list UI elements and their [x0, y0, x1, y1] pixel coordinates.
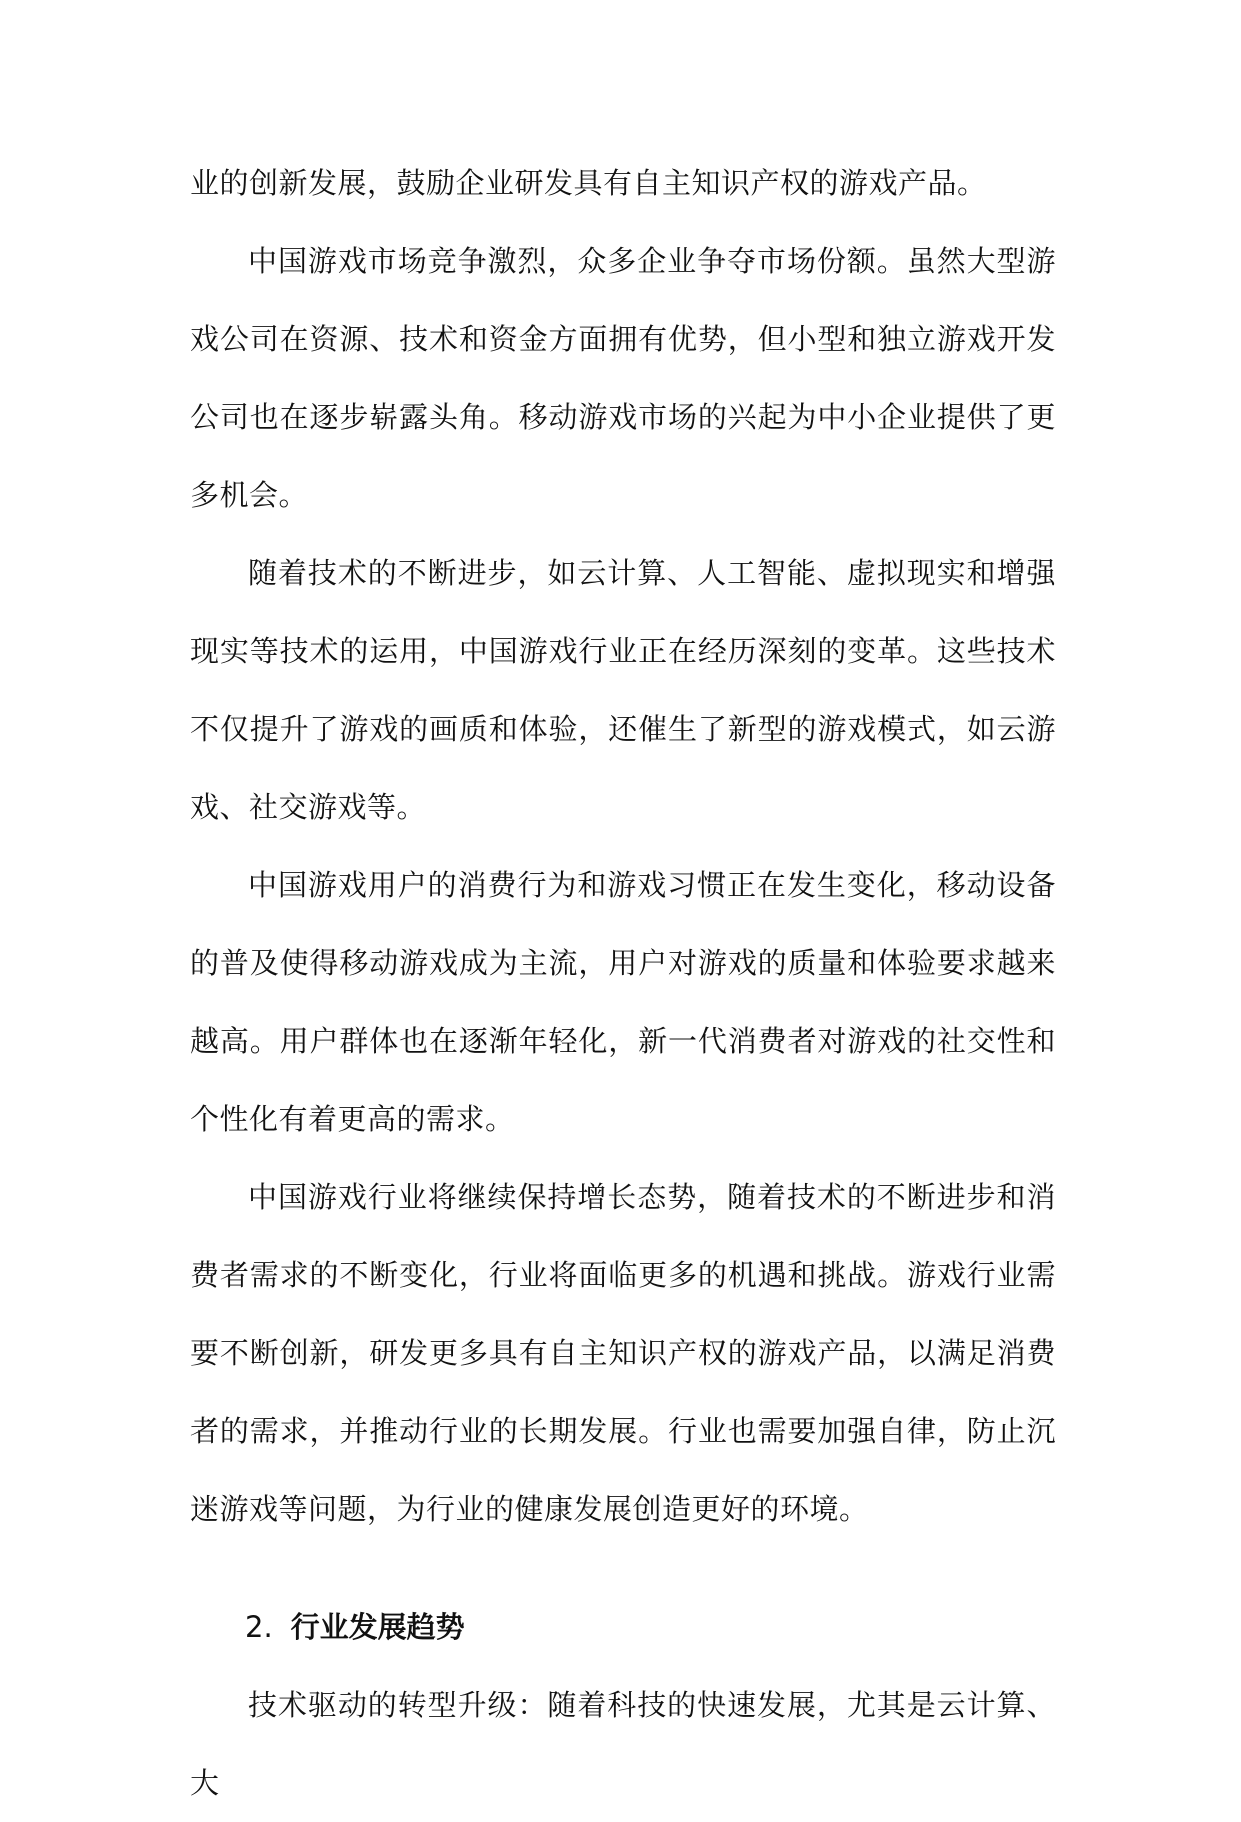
paragraph-user-behavior: 中国游戏用户的消费行为和游戏习惯正在发生变化，移动设备的普及使得移动游戏成为主流，用户对游戏的质量和体验要求越来越高。用户群体也在逐渐年轻化，新一代消费者对游戏的社交性和个性化有着更高的需求。	[190, 868, 1056, 1136]
section-number: 2.	[245, 1610, 273, 1644]
paragraph-technology: 随着技术的不断进步，如云计算、人工智能、虚拟现实和增强现实等技术的运用，中国游戏行业正在经历深刻的变革。这些技术不仅提升了游戏的画质和体验，还催生了新型的游戏模式，如云游戏、社交游戏等。	[190, 556, 1056, 824]
section-heading	[190, 1548, 1056, 1666]
section-title: 行业发展趋势	[290, 1610, 465, 1644]
paragraph-tech-driven: 技术驱动的转型升级：随着科技的快速发展，尤其是云计算、大	[190, 1688, 1056, 1800]
paragraph-continued: 业的创新发展，鼓励企业研发具有自主知识产权的游戏产品。	[190, 166, 987, 200]
document-body	[190, 144, 1056, 1822]
paragraph-market-competition: 中国游戏市场竞争激烈，众多企业争夺市场份额。虽然大型游戏公司在资源、技术和资金方面拥有优势，但小型和独立游戏开发公司也在逐步崭露头角。移动游戏市场的兴起为中小企业提供了更多机会。	[190, 244, 1056, 512]
paragraph-outlook: 中国游戏行业将继续保持增长态势，随着技术的不断进步和消费者需求的不断变化，行业将面临更多的机遇和挑战。游戏行业需要不断创新，研发更多具有自主知识产权的游戏产品，以满足消费者的需求，并推动行业的长期发展。行业也需要加强自律，防止沉迷游戏等问题，为行业的健康发展创造更好的环境。	[190, 1180, 1056, 1526]
